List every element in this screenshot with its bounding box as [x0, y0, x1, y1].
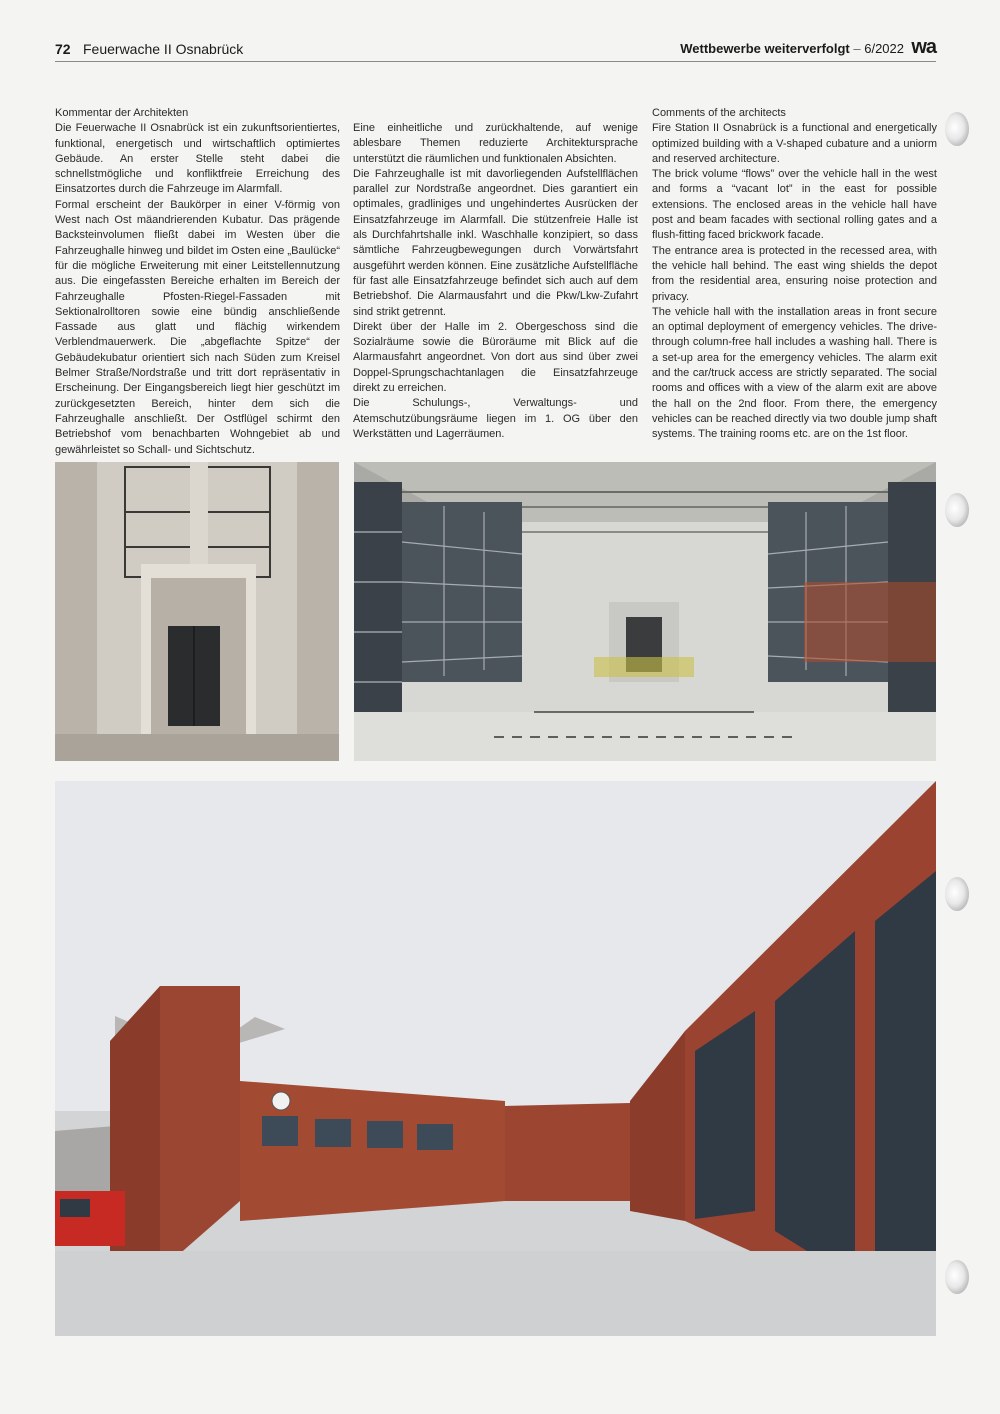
header-rule	[55, 61, 936, 62]
paragraph: Die Feuerwache II Osnabrück ist ein zukunftsorientiertes, funktional, energetisch und wirtschaftlich optimiertes Gebäude. An erster Stelle steht dabei die schnellstmögliche und konfliktfreie Erreichung des Einsatzortes durch die Fahrzeuge im Alarmfall.	[55, 122, 340, 196]
text-column-german-1	[55, 106, 340, 458]
comment-heading-de: Kommentar der Architekten	[55, 107, 189, 119]
paragraph: Direkt über der Halle im 2. Obergeschoss sind die Sozialräume sowie die Büroräume mit Blick auf die Alarmausfahrt angeordnet. Von dort aus sind über zwei Doppel-Sprungschachtanlagen die Einsatzfahrzeuge direkt zu erreichen.	[353, 320, 638, 395]
issue-separator: –	[853, 41, 861, 56]
page-number: 72	[55, 41, 71, 57]
photo-vehicle-hall	[354, 462, 936, 761]
comment-heading-en: Comments of the architects	[652, 107, 786, 119]
paragraph: The brick volume “flows” over the vehicle hall in the west and forms a “vacant lot” in the east for possible extensions. The enclosed areas in the vehicle hall have post and beam facades with sectional rolling gates and a flush-fitting faced brickwork facade.	[652, 168, 937, 242]
punch-hole	[945, 1260, 969, 1294]
punch-hole	[945, 493, 969, 527]
text-column-german-2	[353, 121, 638, 442]
text-column-english	[652, 106, 937, 443]
issue-info	[680, 41, 904, 56]
paragraph: The vehicle hall with the installation areas in front secure an optimal deployment of emergency vehicles. The drive-through column-free hall includes a washing hall. There is a set-up area for the emergency vehicles. The alarm exit and the car/truck access are strictly separated. The social rooms and offices with a view of the alarm exit are above the hall on the 2nd floor. From there, the emergency vehicles can be reached directly via two double jump shaft systems. The training rooms etc. are on the 1st floor.	[652, 305, 937, 441]
paragraph: The entrance area is protected in the recessed area, with the vehicle hall behind. The east wing shields the depot from the residential area, ensuring noise protection and privacy.	[652, 244, 937, 303]
photo-building-exterior	[55, 781, 936, 1336]
punch-hole	[945, 877, 969, 911]
section-title: Feuerwache II Osnabrück	[83, 41, 244, 57]
paragraph: Die Fahrzeughalle ist mit davorliegenden Aufstellflächen parallel zur Nordstraße angeordnet. Dies garantiert ein optimales, gradliniges und ungehindertes Ausrücken der Einsatzfahrzeuge im Alarmfall. Die stützenfreie Halle ist als Durchfahrtshalle inkl. Waschhalle konzipiert, so dass sämtliche Fahrzeugbewegungen durch Vorwärtsfahrt ausgeführt werden können. Eine zusätzliche Aufstellfläche für fast alle Einsatzfahrzeuge befindet sich auch auf dem Betriebshof. Die Alarmausfahrt und die Pkw/Lkw-Zufahrt sind strikt getrennt.	[353, 167, 638, 318]
paragraph: Die Schulungs-, Verwaltungs- und Atemschutzübungsräume liegen im 1. OG über den Werkstätten und Lagerräumen.	[353, 397, 638, 440]
paragraph: Formal erscheint der Baukörper in einer V-förmig von West nach Ost mäandrierenden Kubatur. Das prägende Backsteinvolumen fließt dabei im Westen über die Fahrzeughalle hinweg und bildet im Osten eine „Baulücke“ für die mögliche Erweiterung mit einer Leitstellennutzung aus. Die eingefassten Bereiche erhalten im Bereich der Fahrzeughalle Pfosten-Riegel-Fassaden mit Sektionalrolltoren sowie eine bündig anschließende Fassade aus glatt und flächig wirkendem Verblendmauerwerk. Die „abgeflachte Spitze“ der Gebäudekubatur orientiert sich nach Süden zum Kreisel Belmer Straße/Nordstraße und tritt dort repräsentativ in Erscheinung. Der Eingangsbereich liegt hier geschützt im zurückgesetzten Bereich, hinter dem sich die Fahrzeughalle anschließt. Der Ostflügel schirmt den Betriebshof vom benachbarten Wohngebiet ab und gewährleistet so Schall- und Sichtschutz.	[55, 198, 340, 456]
photo-entrance-door	[55, 462, 339, 761]
series-title: Wettbewerbe weiterverfolgt	[680, 41, 850, 56]
paragraph: Fire Station II Osnabrück is a functional and energetically optimized building with a V-shaped cubature and a uniorm and reserved architecture.	[652, 122, 937, 165]
punch-hole	[945, 112, 969, 146]
magazine-logo: wa	[911, 36, 936, 58]
issue-number: 6/2022	[864, 41, 904, 56]
paragraph: Eine einheitliche und zurückhaltende, auf wenige ablesbare Themen reduzierte Architektursprache unterstützt die räumlichen und funktionalen Absichten.	[353, 122, 638, 165]
page-header	[55, 38, 936, 62]
